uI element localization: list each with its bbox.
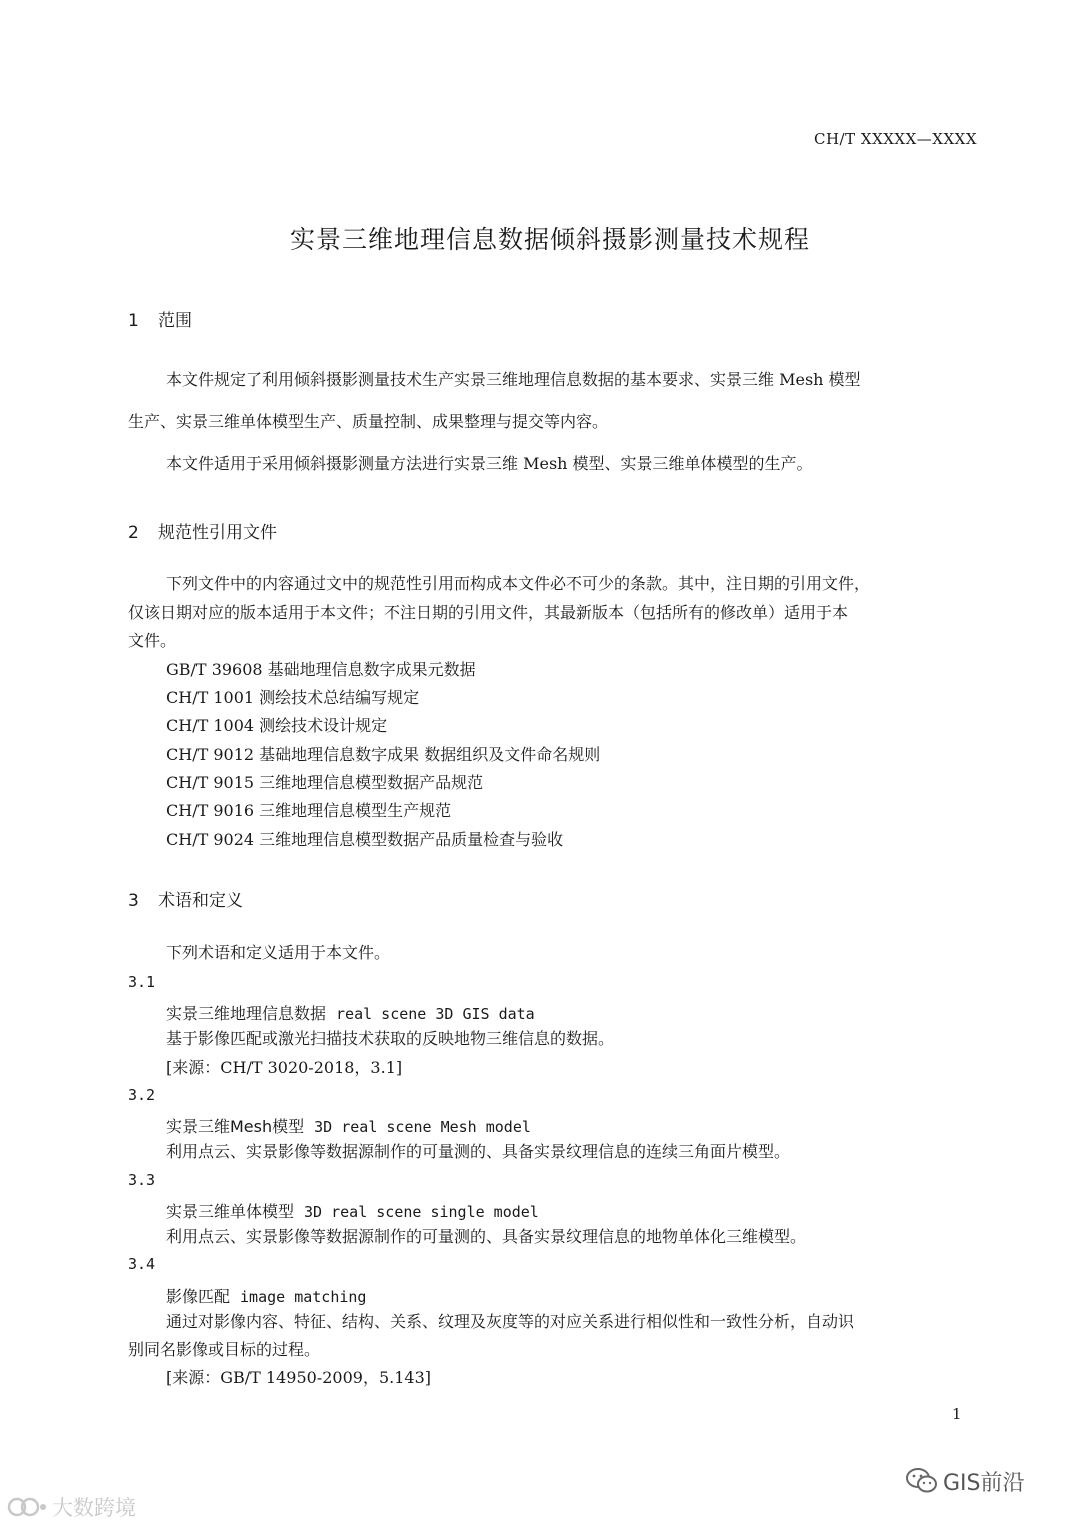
term-en: 3D real scene Mesh model xyxy=(314,1118,531,1136)
term-source: [来源：GB/T 14950-2009，5.143] xyxy=(166,1368,432,1387)
term-number: 3.3 xyxy=(128,1171,156,1189)
reference-item: GB/T 39608 基础地理信息数字成果元数据 xyxy=(166,660,476,679)
section-2-heading xyxy=(128,518,277,543)
watermark-text: GIS前沿 xyxy=(943,1471,1025,1496)
scope-para1-line2: 生产、实景三维单体模型生产、质量控制、成果整理与提交等内容。 xyxy=(128,412,609,431)
watermark-dashu xyxy=(6,1492,136,1524)
term-zh: 影像匹配 xyxy=(166,1287,231,1306)
term-title xyxy=(166,1114,531,1137)
section-number: 1 xyxy=(128,311,139,331)
page-number: 1 xyxy=(952,1405,962,1423)
refs-intro-line3: 文件。 xyxy=(128,631,177,650)
watermark-text: 大数跨境 xyxy=(52,1496,136,1520)
term-definition: 基于影像匹配或激光扫描技术获取的反映地物三维信息的数据。 xyxy=(166,1029,615,1048)
term-en: real scene 3D GIS data xyxy=(336,1005,535,1023)
section-title: 术语和定义 xyxy=(158,891,243,911)
term-en: image matching xyxy=(240,1288,367,1306)
term-number: 3.1 xyxy=(128,973,156,991)
reference-item: CH/T 9016 三维地理信息模型生产规范 xyxy=(166,801,452,820)
term-title xyxy=(166,1284,366,1307)
term-zh: 实景三维Mesh模型 xyxy=(166,1117,305,1136)
term-zh: 实景三维地理信息数据 xyxy=(166,1004,327,1023)
term-source: [来源：CH/T 3020-2018，3.1] xyxy=(166,1058,403,1077)
document-title: 实景三维地理信息数据倾斜摄影测量技术规程 xyxy=(289,225,810,254)
term-number: 3.2 xyxy=(128,1086,156,1104)
reference-item: CH/T 9012 基础地理信息数字成果 数据组织及文件命名规则 xyxy=(166,745,601,764)
terms-intro: 下列术语和定义适用于本文件。 xyxy=(166,943,391,962)
scope-para1-line1: 本文件规定了利用倾斜摄影测量技术生产实景三维地理信息数据的基本要求、实景三维 Mesh 模型 xyxy=(166,370,861,389)
term-en: 3D real scene single model xyxy=(304,1203,539,1221)
section-title: 规范性引用文件 xyxy=(158,523,277,543)
standard-number: CH/T XXXXX—XXXX xyxy=(814,130,977,148)
link-icon xyxy=(6,1495,48,1524)
wechat-icon xyxy=(905,1467,939,1501)
section-3-heading xyxy=(128,886,243,911)
scope-para2: 本文件适用于采用倾斜摄影测量方法进行实景三维 Mesh 模型、实景三维单体模型的生产。 xyxy=(166,454,813,473)
reference-item: CH/T 1001 测绘技术总结编写规定 xyxy=(166,688,420,707)
reference-item: CH/T 9024 三维地理信息模型数据产品质量检查与验收 xyxy=(166,830,564,849)
reference-item: CH/T 9015 三维地理信息模型数据产品规范 xyxy=(166,773,484,792)
watermark-gis xyxy=(905,1466,1025,1501)
reference-item: CH/T 1004 测绘技术设计规定 xyxy=(166,716,388,735)
term-zh: 实景三维单体模型 xyxy=(166,1202,295,1221)
term-title xyxy=(166,1001,535,1024)
refs-intro-line1: 下列文件中的内容通过文中的规范性引用而构成本文件必不可少的条款。其中，注日期的引用文件， xyxy=(166,574,871,593)
section-title: 范围 xyxy=(158,311,192,331)
section-1-heading xyxy=(128,306,192,331)
refs-intro-line2: 仅该日期对应的版本适用于本文件；不注日期的引用文件，其最新版本（包括所有的修改单）适用于本 xyxy=(128,603,849,622)
term-definition-line2: 别同名影像或目标的过程。 xyxy=(128,1340,321,1359)
term-definition-line1: 通过对影像内容、特征、结构、关系、纹理及灰度等的对应关系进行相似性和一致性分析，自动识 xyxy=(166,1312,855,1331)
term-title xyxy=(166,1199,539,1222)
term-definition: 利用点云、实景影像等数据源制作的可量测的、具备实景纹理信息的连续三角面片模型。 xyxy=(166,1142,791,1161)
section-number: 3 xyxy=(128,891,139,911)
term-definition: 利用点云、实景影像等数据源制作的可量测的、具备实景纹理信息的地物单体化三维模型。 xyxy=(166,1227,807,1246)
term-number: 3.4 xyxy=(128,1255,156,1273)
section-number: 2 xyxy=(128,523,139,543)
